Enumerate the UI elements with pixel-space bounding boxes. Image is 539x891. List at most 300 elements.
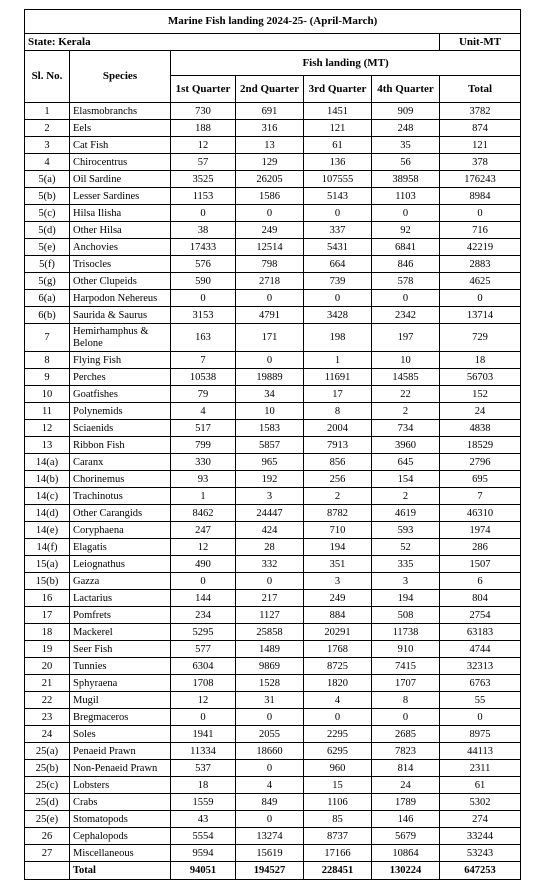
sl-no-cell: 13 bbox=[25, 437, 70, 454]
q2-cell: 0 bbox=[236, 352, 304, 369]
q3-cell: 11691 bbox=[304, 369, 372, 386]
q2-cell: 192 bbox=[236, 471, 304, 488]
species-cell: Miscellaneous bbox=[70, 845, 171, 862]
q3-cell: 249 bbox=[304, 590, 372, 607]
q1-cell: 1708 bbox=[171, 675, 236, 692]
q1-cell: 12 bbox=[171, 137, 236, 154]
table-row bbox=[25, 188, 521, 205]
q1-cell: 163 bbox=[171, 324, 236, 352]
q2-cell: 217 bbox=[236, 590, 304, 607]
species-cell: Goatfishes bbox=[70, 386, 171, 403]
q4-cell: 1789 bbox=[372, 794, 440, 811]
total-cell: 152 bbox=[440, 386, 521, 403]
q4-cell: 593 bbox=[372, 522, 440, 539]
species-cell: Gazza bbox=[70, 573, 171, 590]
fish-landing-sheet bbox=[24, 9, 520, 880]
species-cell: Eels bbox=[70, 120, 171, 137]
total-cell: 32313 bbox=[440, 658, 521, 675]
q2-cell: 25858 bbox=[236, 624, 304, 641]
species-cell: Mackerel bbox=[70, 624, 171, 641]
total-cell: 0 bbox=[440, 290, 521, 307]
table-row bbox=[25, 137, 521, 154]
header-species: Species bbox=[70, 51, 171, 103]
q2-cell: 4 bbox=[236, 777, 304, 794]
q4-cell: 2 bbox=[372, 403, 440, 420]
sl-no-cell: 24 bbox=[25, 726, 70, 743]
grand-total: 647253 bbox=[440, 862, 521, 880]
q1-cell: 7 bbox=[171, 352, 236, 369]
q1-cell: 3525 bbox=[171, 171, 236, 188]
table-row bbox=[25, 607, 521, 624]
q2-cell: 0 bbox=[236, 205, 304, 222]
q2-cell: 424 bbox=[236, 522, 304, 539]
q2-cell: 1489 bbox=[236, 641, 304, 658]
q4-cell: 194 bbox=[372, 590, 440, 607]
table-row bbox=[25, 556, 521, 573]
q1-cell: 517 bbox=[171, 420, 236, 437]
q1-cell: 3153 bbox=[171, 307, 236, 324]
total-cell: 286 bbox=[440, 539, 521, 556]
total-cell: 63183 bbox=[440, 624, 521, 641]
species-cell: Chirocentrus bbox=[70, 154, 171, 171]
q3-cell: 1451 bbox=[304, 103, 372, 120]
q4-cell: 910 bbox=[372, 641, 440, 658]
total-cell: 1507 bbox=[440, 556, 521, 573]
sl-no-cell: 25(b) bbox=[25, 760, 70, 777]
q3-cell: 884 bbox=[304, 607, 372, 624]
sl-no-cell: 5(d) bbox=[25, 222, 70, 239]
species-cell: Non-Penaeid Prawn bbox=[70, 760, 171, 777]
sl-no-cell: 21 bbox=[25, 675, 70, 692]
table-row bbox=[25, 590, 521, 607]
table-row bbox=[25, 539, 521, 556]
sl-no-cell: 5(a) bbox=[25, 171, 70, 188]
total-cell: 53243 bbox=[440, 845, 521, 862]
header-q3: 3rd Quarter bbox=[304, 76, 372, 103]
q2-cell: 0 bbox=[236, 760, 304, 777]
q4-cell: 38958 bbox=[372, 171, 440, 188]
q2-cell: 0 bbox=[236, 290, 304, 307]
q4-cell: 335 bbox=[372, 556, 440, 573]
table-row bbox=[25, 239, 521, 256]
q3-cell: 6295 bbox=[304, 743, 372, 760]
q1-cell: 57 bbox=[171, 154, 236, 171]
q3-cell: 351 bbox=[304, 556, 372, 573]
q1-cell: 590 bbox=[171, 273, 236, 290]
q3-cell: 710 bbox=[304, 522, 372, 539]
state-row bbox=[25, 34, 521, 51]
total-cell: 3782 bbox=[440, 103, 521, 120]
q2-cell: 1583 bbox=[236, 420, 304, 437]
q3-cell: 0 bbox=[304, 290, 372, 307]
sl-no-cell: 26 bbox=[25, 828, 70, 845]
sl-no-cell: 6(b) bbox=[25, 307, 70, 324]
species-cell: Other Carangids bbox=[70, 505, 171, 522]
table-row bbox=[25, 307, 521, 324]
q1-cell: 8462 bbox=[171, 505, 236, 522]
q3-cell: 0 bbox=[304, 205, 372, 222]
table-row bbox=[25, 505, 521, 522]
species-cell: Pomfrets bbox=[70, 607, 171, 624]
species-cell: Ribbon Fish bbox=[70, 437, 171, 454]
q1-cell: 4 bbox=[171, 403, 236, 420]
total-cell: 24 bbox=[440, 403, 521, 420]
q2-cell: 34 bbox=[236, 386, 304, 403]
table-row bbox=[25, 522, 521, 539]
sl-no-cell: 20 bbox=[25, 658, 70, 675]
header-sl-no: Sl. No. bbox=[25, 51, 70, 103]
q4-cell: 14585 bbox=[372, 369, 440, 386]
species-cell: Crabs bbox=[70, 794, 171, 811]
q3-cell: 17166 bbox=[304, 845, 372, 862]
table-row bbox=[25, 273, 521, 290]
total-q1: 94051 bbox=[171, 862, 236, 880]
q4-cell: 2685 bbox=[372, 726, 440, 743]
q4-cell: 909 bbox=[372, 103, 440, 120]
total-q4: 130224 bbox=[372, 862, 440, 880]
q3-cell: 20291 bbox=[304, 624, 372, 641]
q1-cell: 1941 bbox=[171, 726, 236, 743]
q4-cell: 24 bbox=[372, 777, 440, 794]
sl-no-cell: 27 bbox=[25, 845, 70, 862]
q4-cell: 5679 bbox=[372, 828, 440, 845]
q3-cell: 256 bbox=[304, 471, 372, 488]
species-cell: Cephalopods bbox=[70, 828, 171, 845]
q1-cell: 730 bbox=[171, 103, 236, 120]
species-cell: Lactarius bbox=[70, 590, 171, 607]
sl-no-cell: 6(a) bbox=[25, 290, 70, 307]
total-cell: 13714 bbox=[440, 307, 521, 324]
sl-no-cell: 14(e) bbox=[25, 522, 70, 539]
species-cell: Flying Fish bbox=[70, 352, 171, 369]
q4-cell: 0 bbox=[372, 709, 440, 726]
total-cell: 804 bbox=[440, 590, 521, 607]
q1-cell: 11334 bbox=[171, 743, 236, 760]
total-cell: 274 bbox=[440, 811, 521, 828]
q3-cell: 17 bbox=[304, 386, 372, 403]
table-row bbox=[25, 811, 521, 828]
total-cell: 695 bbox=[440, 471, 521, 488]
q2-cell: 849 bbox=[236, 794, 304, 811]
table-row bbox=[25, 573, 521, 590]
species-cell: Elagatis bbox=[70, 539, 171, 556]
q4-cell: 7415 bbox=[372, 658, 440, 675]
q2-cell: 9869 bbox=[236, 658, 304, 675]
q2-cell: 129 bbox=[236, 154, 304, 171]
q1-cell: 5554 bbox=[171, 828, 236, 845]
sl-no-cell: 5(f) bbox=[25, 256, 70, 273]
sl-no-cell: 16 bbox=[25, 590, 70, 607]
q3-cell: 198 bbox=[304, 324, 372, 352]
q4-cell: 197 bbox=[372, 324, 440, 352]
q3-cell: 1820 bbox=[304, 675, 372, 692]
q1-cell: 490 bbox=[171, 556, 236, 573]
species-cell: Caranx bbox=[70, 454, 171, 471]
q2-cell: 31 bbox=[236, 692, 304, 709]
total-cell: 2311 bbox=[440, 760, 521, 777]
q1-cell: 1 bbox=[171, 488, 236, 505]
table-row bbox=[25, 171, 521, 188]
q4-cell: 248 bbox=[372, 120, 440, 137]
q1-cell: 188 bbox=[171, 120, 236, 137]
q2-cell: 2718 bbox=[236, 273, 304, 290]
table-row bbox=[25, 369, 521, 386]
species-cell: Oil Sardine bbox=[70, 171, 171, 188]
q2-cell: 0 bbox=[236, 811, 304, 828]
q1-cell: 0 bbox=[171, 205, 236, 222]
total-cell: 1974 bbox=[440, 522, 521, 539]
species-cell: Seer Fish bbox=[70, 641, 171, 658]
q4-cell: 578 bbox=[372, 273, 440, 290]
q1-cell: 247 bbox=[171, 522, 236, 539]
sl-no-cell: 14(c) bbox=[25, 488, 70, 505]
q4-cell: 3 bbox=[372, 573, 440, 590]
table-row bbox=[25, 692, 521, 709]
table-row bbox=[25, 154, 521, 171]
q4-cell: 2 bbox=[372, 488, 440, 505]
sl-no-cell: 1 bbox=[25, 103, 70, 120]
q2-cell: 26205 bbox=[236, 171, 304, 188]
q1-cell: 43 bbox=[171, 811, 236, 828]
table-title: Marine Fish landing 2024-25- (April-March) bbox=[25, 10, 521, 34]
q4-cell: 8 bbox=[372, 692, 440, 709]
table-row bbox=[25, 222, 521, 239]
q4-cell: 1707 bbox=[372, 675, 440, 692]
total-cell: 121 bbox=[440, 137, 521, 154]
total-cell: 2883 bbox=[440, 256, 521, 273]
species-cell: Trachinotus bbox=[70, 488, 171, 505]
q1-cell: 799 bbox=[171, 437, 236, 454]
q4-cell: 10 bbox=[372, 352, 440, 369]
q2-cell: 13 bbox=[236, 137, 304, 154]
table-row bbox=[25, 760, 521, 777]
q1-cell: 1559 bbox=[171, 794, 236, 811]
total-cell: 8975 bbox=[440, 726, 521, 743]
table-row bbox=[25, 743, 521, 760]
table-row bbox=[25, 828, 521, 845]
q2-cell: 18660 bbox=[236, 743, 304, 760]
sl-no-cell: 2 bbox=[25, 120, 70, 137]
q4-cell: 734 bbox=[372, 420, 440, 437]
q3-cell: 337 bbox=[304, 222, 372, 239]
q1-cell: 38 bbox=[171, 222, 236, 239]
q3-cell: 194 bbox=[304, 539, 372, 556]
q3-cell: 664 bbox=[304, 256, 372, 273]
q4-cell: 1103 bbox=[372, 188, 440, 205]
table-row bbox=[25, 290, 521, 307]
total-label: Total bbox=[70, 862, 171, 880]
sl-no-cell: 25(c) bbox=[25, 777, 70, 794]
q3-cell: 1106 bbox=[304, 794, 372, 811]
sl-no-cell: 25(e) bbox=[25, 811, 70, 828]
sl-no-cell: 11 bbox=[25, 403, 70, 420]
sl-no-cell: 14(f) bbox=[25, 539, 70, 556]
q4-cell: 52 bbox=[372, 539, 440, 556]
species-cell: Bregmaceros bbox=[70, 709, 171, 726]
q1-cell: 0 bbox=[171, 290, 236, 307]
q3-cell: 0 bbox=[304, 709, 372, 726]
q4-cell: 846 bbox=[372, 256, 440, 273]
unit-label: Unit-MT bbox=[440, 34, 521, 51]
q2-cell: 12514 bbox=[236, 239, 304, 256]
q4-cell: 7823 bbox=[372, 743, 440, 760]
table-row bbox=[25, 103, 521, 120]
species-cell: Harpodon Nehereus bbox=[70, 290, 171, 307]
total-cell: 6763 bbox=[440, 675, 521, 692]
q3-cell: 856 bbox=[304, 454, 372, 471]
q3-cell: 8782 bbox=[304, 505, 372, 522]
species-cell: Penaeid Prawn bbox=[70, 743, 171, 760]
q2-cell: 316 bbox=[236, 120, 304, 137]
total-sl-blank bbox=[25, 862, 70, 880]
q2-cell: 13274 bbox=[236, 828, 304, 845]
sl-no-cell: 7 bbox=[25, 324, 70, 352]
species-cell: Chorinemus bbox=[70, 471, 171, 488]
total-cell: 44113 bbox=[440, 743, 521, 760]
sl-no-cell: 3 bbox=[25, 137, 70, 154]
q3-cell: 2295 bbox=[304, 726, 372, 743]
sl-no-cell: 25(a) bbox=[25, 743, 70, 760]
q2-cell: 691 bbox=[236, 103, 304, 120]
q4-cell: 508 bbox=[372, 607, 440, 624]
q3-cell: 136 bbox=[304, 154, 372, 171]
total-cell: 42219 bbox=[440, 239, 521, 256]
q3-cell: 2004 bbox=[304, 420, 372, 437]
q3-cell: 107555 bbox=[304, 171, 372, 188]
q3-cell: 1768 bbox=[304, 641, 372, 658]
q3-cell: 960 bbox=[304, 760, 372, 777]
q2-cell: 171 bbox=[236, 324, 304, 352]
q2-cell: 3 bbox=[236, 488, 304, 505]
table-row bbox=[25, 256, 521, 273]
species-cell: Saurida & Saurus bbox=[70, 307, 171, 324]
q3-cell: 7913 bbox=[304, 437, 372, 454]
q4-cell: 146 bbox=[372, 811, 440, 828]
species-cell: Cat Fish bbox=[70, 137, 171, 154]
q4-cell: 645 bbox=[372, 454, 440, 471]
q3-cell: 4 bbox=[304, 692, 372, 709]
q3-cell: 121 bbox=[304, 120, 372, 137]
q1-cell: 234 bbox=[171, 607, 236, 624]
q1-cell: 330 bbox=[171, 454, 236, 471]
sl-no-cell: 14(a) bbox=[25, 454, 70, 471]
sl-no-cell: 15(b) bbox=[25, 573, 70, 590]
q3-cell: 739 bbox=[304, 273, 372, 290]
total-cell: 33244 bbox=[440, 828, 521, 845]
table-row bbox=[25, 709, 521, 726]
table-row bbox=[25, 658, 521, 675]
q1-cell: 93 bbox=[171, 471, 236, 488]
q2-cell: 5857 bbox=[236, 437, 304, 454]
total-q3: 228451 bbox=[304, 862, 372, 880]
q2-cell: 249 bbox=[236, 222, 304, 239]
title-row bbox=[25, 10, 521, 34]
q1-cell: 1153 bbox=[171, 188, 236, 205]
total-cell: 7 bbox=[440, 488, 521, 505]
total-cell: 0 bbox=[440, 709, 521, 726]
total-cell: 4744 bbox=[440, 641, 521, 658]
q1-cell: 17433 bbox=[171, 239, 236, 256]
q4-cell: 0 bbox=[372, 205, 440, 222]
sl-no-cell: 8 bbox=[25, 352, 70, 369]
total-cell: 0 bbox=[440, 205, 521, 222]
total-cell: 5302 bbox=[440, 794, 521, 811]
state-label: State: Kerala bbox=[25, 34, 440, 51]
total-cell: 56703 bbox=[440, 369, 521, 386]
q2-cell: 1127 bbox=[236, 607, 304, 624]
total-cell: 61 bbox=[440, 777, 521, 794]
header-total: Total bbox=[440, 76, 521, 103]
header-q1: 1st Quarter bbox=[171, 76, 236, 103]
q2-cell: 1528 bbox=[236, 675, 304, 692]
species-cell: Coryphaena bbox=[70, 522, 171, 539]
q2-cell: 0 bbox=[236, 709, 304, 726]
q1-cell: 577 bbox=[171, 641, 236, 658]
table-row bbox=[25, 675, 521, 692]
total-cell: 729 bbox=[440, 324, 521, 352]
table-row bbox=[25, 437, 521, 454]
q1-cell: 537 bbox=[171, 760, 236, 777]
q1-cell: 0 bbox=[171, 573, 236, 590]
species-cell: Perches bbox=[70, 369, 171, 386]
species-cell: Mugil bbox=[70, 692, 171, 709]
q3-cell: 5143 bbox=[304, 188, 372, 205]
q3-cell: 8737 bbox=[304, 828, 372, 845]
sl-no-cell: 18 bbox=[25, 624, 70, 641]
species-cell: Other Clupeids bbox=[70, 273, 171, 290]
total-cell: 874 bbox=[440, 120, 521, 137]
header-fish-landing: Fish landing (MT) bbox=[171, 51, 521, 76]
q1-cell: 10538 bbox=[171, 369, 236, 386]
q3-cell: 15 bbox=[304, 777, 372, 794]
q3-cell: 3 bbox=[304, 573, 372, 590]
fish-landing-table bbox=[24, 9, 521, 880]
total-cell: 716 bbox=[440, 222, 521, 239]
total-q2: 194527 bbox=[236, 862, 304, 880]
total-cell: 18 bbox=[440, 352, 521, 369]
total-cell: 2796 bbox=[440, 454, 521, 471]
table-row bbox=[25, 386, 521, 403]
q1-cell: 5295 bbox=[171, 624, 236, 641]
q4-cell: 35 bbox=[372, 137, 440, 154]
sl-no-cell: 19 bbox=[25, 641, 70, 658]
sl-no-cell: 5(b) bbox=[25, 188, 70, 205]
table-row bbox=[25, 471, 521, 488]
sl-no-cell: 15(a) bbox=[25, 556, 70, 573]
species-cell: Polynemids bbox=[70, 403, 171, 420]
species-cell: Soles bbox=[70, 726, 171, 743]
total-cell: 6 bbox=[440, 573, 521, 590]
total-cell: 46310 bbox=[440, 505, 521, 522]
q4-cell: 4619 bbox=[372, 505, 440, 522]
q3-cell: 8 bbox=[304, 403, 372, 420]
q2-cell: 798 bbox=[236, 256, 304, 273]
species-cell: Hemirhamphus & Belone bbox=[70, 324, 171, 352]
q4-cell: 22 bbox=[372, 386, 440, 403]
species-cell: Sphyraena bbox=[70, 675, 171, 692]
total-cell: 4625 bbox=[440, 273, 521, 290]
q3-cell: 5431 bbox=[304, 239, 372, 256]
species-cell: Hilsa Ilisha bbox=[70, 205, 171, 222]
q1-cell: 12 bbox=[171, 539, 236, 556]
q4-cell: 92 bbox=[372, 222, 440, 239]
total-cell: 2754 bbox=[440, 607, 521, 624]
sl-no-cell: 25(d) bbox=[25, 794, 70, 811]
species-cell: Tunnies bbox=[70, 658, 171, 675]
q2-cell: 10 bbox=[236, 403, 304, 420]
total-cell: 18529 bbox=[440, 437, 521, 454]
sl-no-cell: 14(d) bbox=[25, 505, 70, 522]
